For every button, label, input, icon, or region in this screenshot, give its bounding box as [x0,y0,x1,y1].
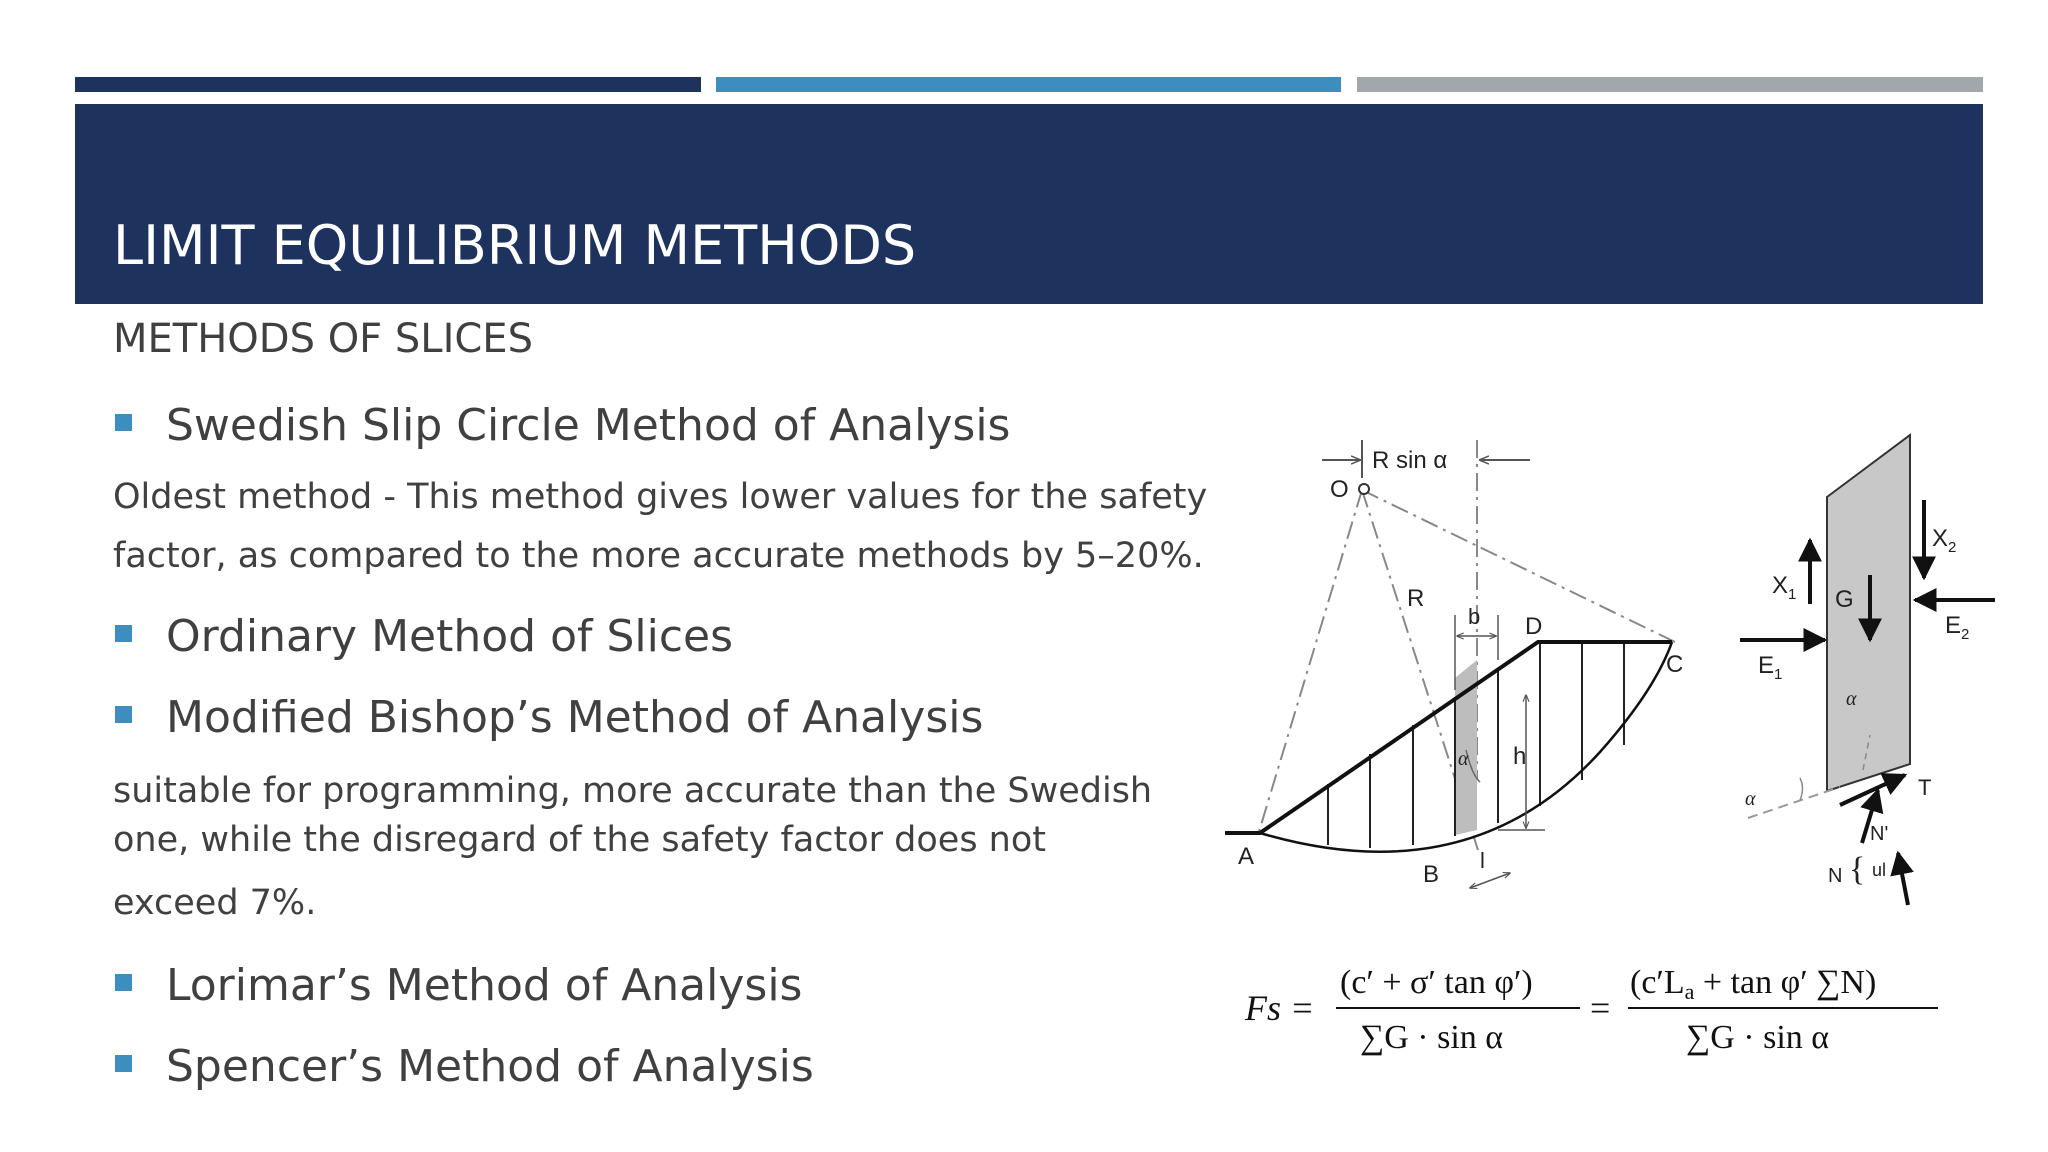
paragraph-line: Oldest method - This method gives lower values for the safety [113,477,1208,517]
label-b: B [1423,861,1440,888]
label-n: N [1828,865,1843,887]
label-t: T [1918,775,1932,800]
label-b-small: b [1468,604,1481,629]
formula-lhs: Fs = [1245,988,1315,1028]
paragraph-line: suitable for programming, more accurate than the Swedish [113,771,1153,811]
label-l: l [1480,848,1485,873]
label-g: G [1835,586,1854,613]
slide-title: LIMIT EQUILIBRIUM METHODS [113,214,917,277]
label-x1: $X_1$ [1772,572,1797,603]
label-n-prime: N' [1870,823,1889,845]
formula-numerator-2: (c′La + tan φ′ ∑N) [1630,964,1877,1004]
paragraph-line: exceed 7%. [113,883,317,923]
bullet-text: Modified Bishop’s Method of Analysis [166,692,984,743]
label-r: R [1407,585,1425,612]
label-c: C [1666,651,1684,678]
label-d: D [1525,613,1543,640]
label-x2: $X_2$ [1932,525,1957,556]
bullet-text: Lorimar’s Method of Analysis [166,960,803,1011]
formula-denominator-2: ∑G · sin α [1686,1019,1830,1056]
paragraph-line: factor, as compared to the more accurate methods by 5–20%. [113,536,1204,576]
label-a: A [1238,843,1255,870]
label-e2: $E_2$ [1945,612,1970,643]
bullet-text: Spencer’s Method of Analysis [166,1041,814,1092]
paragraph-line: one, while the disregard of the safety factor does not [113,820,1047,860]
label-alpha-base: α [1745,788,1756,810]
formula-equals-2: = [1590,988,1611,1028]
bullet-text: Swedish Slip Circle Method of Analysis [166,400,1011,451]
formula-numerator-1: (c′ + σ′ tan φ′) [1340,964,1533,1001]
brace-icon: { [1849,851,1866,888]
formula-denominator-1: ∑G · sin α [1360,1019,1504,1056]
label-alpha-left: α [1458,748,1469,770]
label-r-sin: R sin α [1372,447,1448,474]
label-o: O [1330,476,1349,503]
label-ul: ul [1872,860,1887,880]
label-alpha-mid: α [1846,688,1857,710]
bullet-text: Ordinary Method of Slices [166,611,734,662]
slide-subtitle: METHODS OF SLICES [113,316,533,362]
label-h: h [1513,743,1527,770]
label-e1: $E_1$ [1758,652,1783,683]
